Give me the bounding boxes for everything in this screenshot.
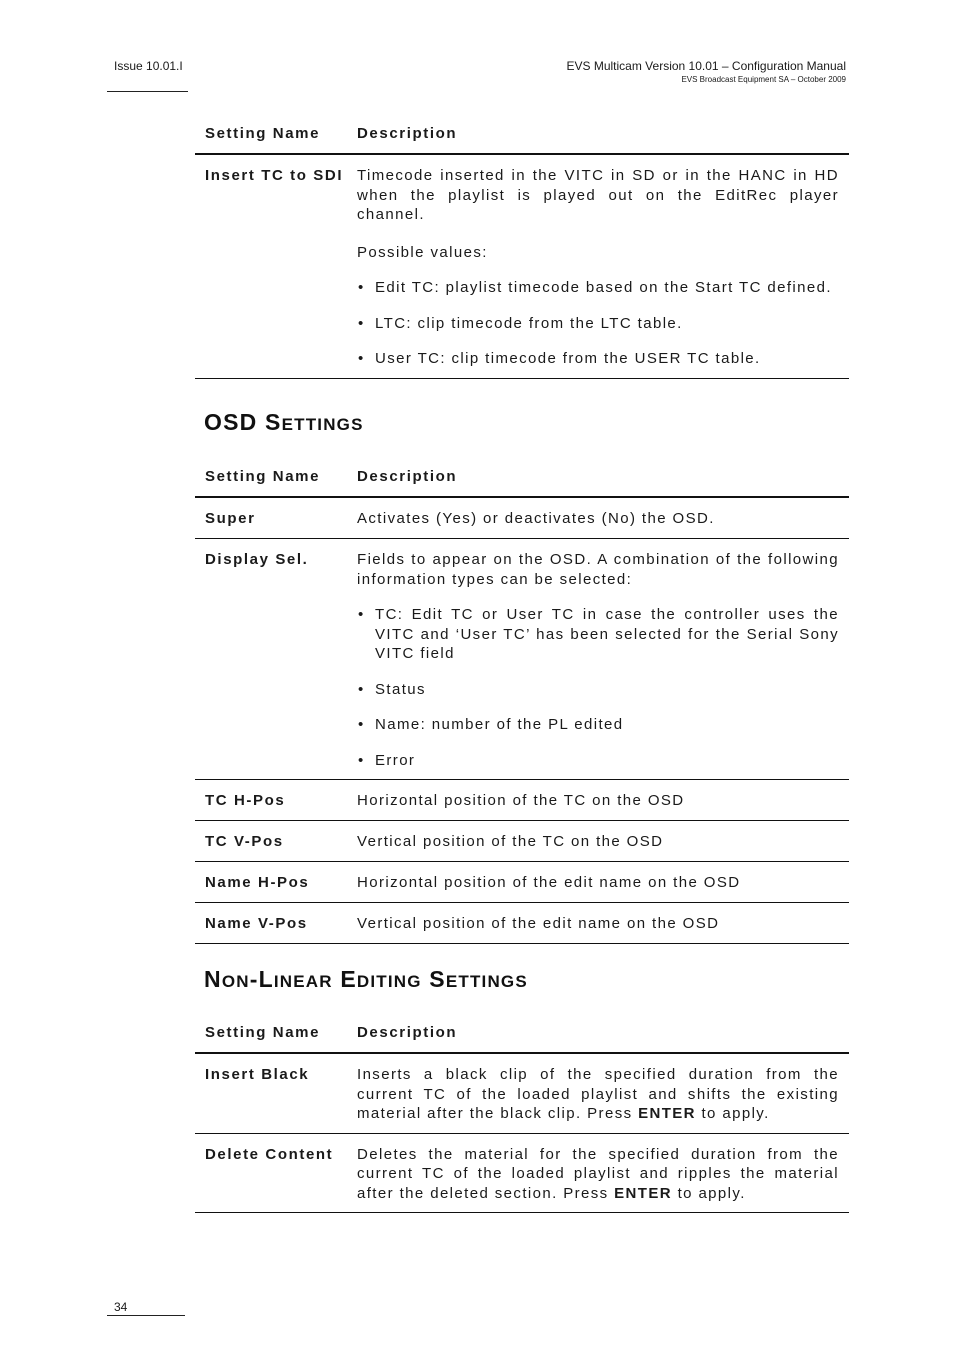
table-row — [195, 903, 849, 944]
setting-description: Vertical position of the edit name on the OSD — [357, 915, 720, 932]
setting-description: Inserts a black clip of the specified duration from the current TC of the loaded playlist and shifts the existing material after the black clip. Press ENTER to apply. — [357, 1066, 839, 1122]
nle-settings-table — [195, 1012, 849, 1213]
table-row — [195, 862, 849, 903]
setting-description: Vertical position of the TC on the OSD — [357, 833, 664, 850]
setting-description — [357, 166, 849, 369]
section-title-nle: NON-LINEAR EDITING SETTINGS — [204, 966, 528, 992]
setting-description: Horizontal position of the edit name on the OSD — [357, 874, 741, 891]
setting-description: Horizontal position of the TC on the OSD — [357, 792, 685, 809]
list-item: • Status — [357, 680, 839, 700]
header-title: EVS Multicam Version 10.01 – Configuration Manual — [566, 59, 846, 73]
setting-name: Delete Content — [205, 1145, 334, 1163]
col-description: Description — [357, 125, 458, 142]
section-title-osd: OSD SETTINGS — [204, 409, 364, 435]
setting-name: TC H-Pos — [205, 792, 286, 809]
col-setting-name: Setting Name — [205, 468, 321, 485]
setting-name: Insert Black — [205, 1066, 310, 1083]
table-header — [195, 113, 849, 155]
setting-name: Name V-Pos — [205, 915, 308, 932]
table-row — [195, 539, 849, 780]
list-item: • Name: number of the PL edited — [357, 715, 839, 735]
enter-key: ENTER — [614, 1184, 672, 1202]
setting-name: Name H-Pos — [205, 874, 310, 891]
bullet-list — [357, 605, 839, 770]
setting-description: Activates (Yes) or deactivates (No) the OSD. — [357, 510, 715, 527]
header-left-rule — [107, 91, 188, 92]
table-header — [195, 1012, 849, 1054]
col-setting-name: Setting Name — [205, 1024, 321, 1041]
table-row — [195, 498, 849, 539]
list-item: • User TC: clip timecode from the USER TC table. — [357, 349, 839, 369]
setting-description — [357, 550, 849, 770]
table-header — [195, 456, 849, 498]
list-item: • TC: Edit TC or User TC in case the controller uses the VITC and ‘User TC’ has been selected for the Serial Sony VITC field — [357, 605, 839, 664]
col-description: Description — [357, 468, 458, 485]
table-row — [195, 1134, 849, 1214]
description-text: Timecode inserted in the VITC in SD or in the HANC in HD when the playlist is played out on the EditRec player channel. — [357, 167, 839, 223]
header-issue: Issue 10.01.I — [114, 59, 183, 73]
insert-tc-table — [195, 113, 849, 379]
table-row — [195, 780, 849, 821]
table-row — [195, 1054, 849, 1134]
header-subtitle: EVS Broadcast Equipment SA – October 2009 — [681, 75, 846, 84]
setting-name: Display Sel. — [205, 551, 309, 568]
setting-name: TC V-Pos — [205, 833, 284, 850]
setting-description: Deletes the material for the specified duration from the current TC of the loaded playlist and ripples the material after the deleted section. Press ENTER to apply. — [357, 1145, 839, 1202]
page-number: 34 — [114, 1300, 128, 1314]
col-description: Description — [357, 1024, 458, 1041]
bullet-list — [357, 278, 839, 369]
list-item: • Edit TC: playlist timecode based on the Start TC defined. — [357, 278, 839, 298]
list-item: • LTC: clip timecode from the LTC table. — [357, 314, 839, 334]
description-text: Possible values: — [357, 243, 488, 261]
setting-name: Super — [205, 510, 256, 527]
osd-settings-table — [195, 456, 849, 944]
setting-name: Insert TC to SDI — [205, 167, 344, 184]
enter-key: ENTER — [638, 1105, 696, 1122]
table-row — [195, 155, 849, 379]
header-right — [567, 59, 847, 84]
table-row — [195, 821, 849, 862]
col-setting-name: Setting Name — [205, 125, 321, 142]
list-item: • Error — [357, 751, 839, 771]
description-text: Fields to appear on the OSD. A combination of the following information types can be selected: — [357, 551, 839, 588]
footer-rule — [107, 1315, 185, 1316]
